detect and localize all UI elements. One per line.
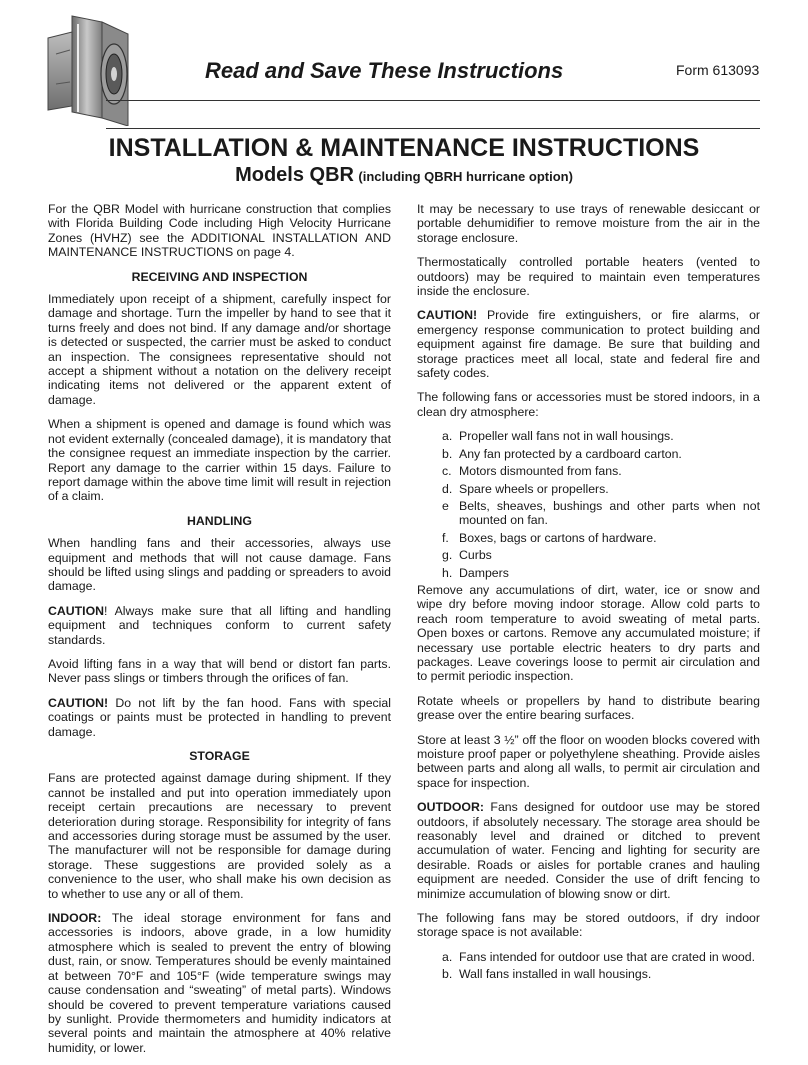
heaters-paragraph: Thermostatically controlled portable heaters (vented to outdoors) may be required to maintain even temperatures inside the enclosure. (417, 255, 760, 299)
caution-label: CAUTION (48, 603, 105, 618)
remove-paragraph: Remove any accumulations of dirt, water, ice or snow and wipe dry before moving indoor storage. Allow cold parts to reach room temperature to avoid sweating of metal parts. Open boxes or cartons. Remove any accumulated moisture; if necessary use portable electric heaters to dry parts and packages. Leave coverings loose to permit air circulation and to permit periodic inspection. (417, 582, 760, 684)
caution-label: CAUTION! (48, 695, 109, 710)
tagline: Read and Save These Instructions (205, 58, 564, 83)
caution-text: Do not lift by the fan hood. Fans with special coatings or paints must be protected in handling to prevent damage. (48, 695, 391, 739)
indoor-paragraph (48, 911, 391, 1055)
header-rule-top (106, 100, 760, 101)
handling-paragraph-2: Avoid lifting fans in a way that will bend or distort fan parts. Never pass slings or timbers through the orifices of fan. (48, 656, 391, 686)
document-title: INSTALLATION & MAINTENANCE INSTRUCTIONS (108, 134, 700, 162)
indoor-items-list (417, 429, 760, 580)
caution-hood (48, 696, 391, 739)
form-number: Form 613093 (676, 62, 760, 78)
indoor-text: The ideal storage environment for fans and accessories is indoors, above grade, in a low humidity atmosphere which is sealed to prevent the entry of blowing dust, rain, or snow. Temperatures should be evenly maintained at between 70°F and 105°F (wide temperature swings may cause condensation and “sweating” of metal parts). Windows should be covered to prevent temperature variations caused by sunlight. Provide thermometers and humidity indicators at several points and maintain the atmosphere at 40% relative humidity, or lower. (48, 911, 391, 1055)
heading-receiving: RECEIVING AND INSPECTION (131, 269, 308, 284)
outdoor-label: OUTDOOR: (417, 800, 484, 815)
caution-text: ! Always make sure that all lifting and handling equipment and techniques conform to current safety standards. (48, 603, 391, 647)
fan-illustration-icon (42, 14, 142, 126)
model-note: (including QBRH hurricane option) (358, 169, 573, 184)
rotate-paragraph: Rotate wheels or propellers by hand to distribute bearing grease over the entire bearing surfaces. (417, 693, 760, 723)
list-item: g. Curbs (442, 548, 492, 563)
receiving-paragraph-1: Immediately upon receipt of a shipment, carefully inspect for damage and shortage. Turn the impeller by hand to see that it turns freely and does not bind. If any damage and/or shortage is detected or suspected, the carrier must be asked to conduct an inspection. The consignees representative should not accept a shipment without a notation on the delivery receipt indicating items not delivered or the apparent extent of damage. (48, 292, 391, 407)
document-subtitle (0, 164, 808, 187)
indoor-list-intro: The following fans or accessories must be stored indoors, in a clean dry atmosphere: (417, 390, 760, 419)
outdoor-paragraph (417, 800, 760, 901)
desiccant-paragraph: It may be necessary to use trays of renewable desiccant or portable dehumidifier to remove moisture from the air in the storage enclosure. (417, 202, 760, 245)
receiving-paragraph-2: When a shipment is opened and damage is found which was not evident externally (concealed damage), it is mandatory that the consignee request an immediate inspection by the carrier. Report any damage to the carrier within 15 days. Failure to report damage within the above time limit will result in rejection of a claim. (48, 417, 391, 504)
list-item: f. Boxes, bags or cartons of hardware. (442, 530, 657, 545)
model-name: Models QBR (235, 164, 354, 186)
list-item: e Belts, sheaves, bushings and other parts when not mounted on fan. (442, 498, 760, 528)
list-item: a. Fans intended for outdoor use that are crated in wood. (442, 949, 755, 964)
indoor-label: INDOOR: (48, 911, 102, 926)
heading-handling: HANDLING (187, 513, 252, 528)
intro-paragraph: For the QBR Model with hurricane construction that complies with Florida Building Code including High Velocity Hurricane Zones (HVHZ) see the ADDITIONAL INSTALLATION AND MAINTENANCE INSTRUCTIONS on page 4. (48, 202, 391, 260)
header-rule-bottom (106, 128, 760, 129)
right-column (417, 202, 760, 990)
list-item: c. Motors dismounted from fans. (442, 464, 622, 479)
caution-lifting (48, 604, 391, 647)
handling-paragraph-1: When handling fans and their accessories, always use equipment and methods that will not cause damage. Fans should be lifted using slings and padding or spreaders to avoid damage. (48, 536, 391, 594)
outdoor-list-intro: The following fans may be stored outdoors, if dry indoor storage space is not available: (417, 911, 760, 940)
store-paragraph: Store at least 3 ½” off the floor on wooden blocks covered with moisture proof paper or polyethylene sheathing. Provide aisles between parts and along all walls, to permit air circulation and space for inspection. (417, 732, 760, 790)
heading-storage: STORAGE (189, 749, 250, 763)
list-item: h. Dampers (442, 565, 509, 580)
caution-label: CAUTION! (417, 308, 478, 323)
outdoor-text: Fans designed for outdoor use may be stored outdoors, if absolutely necessary. The storage area should be reasonably level and drained or ditched to prevent accumulation of water. Fencing and lighting for security are desirable. Roads or aisles for portable cranes and hauling equipment are needed. Consider the use of drift fencing to minimize accumulation of blowing snow or dirt. (417, 800, 760, 901)
list-item: b. Wall fans installed in wall housings. (442, 967, 652, 982)
caution-text: Provide fire extinguishers, or fire alarms, or emergency response communication to protect building and equipment against fire damage. Be sure that building and storage practices meet all local, state and federal fire and safety codes. (417, 308, 760, 381)
storage-paragraph: Fans are protected against damage during shipment. If they cannot be installed and put into operation immediately upon receipt certain precautions are necessary to prevent deterioration during storage. Responsibility for integrity of fans and accessories during storage must be assumed by the user. The manufacturer will not be responsible for damage during storage. These suggestions are provided solely as a convenience to the user, who shall make his own decision as to whether to use any or all of them. (48, 771, 391, 901)
list-item: d. Spare wheels or propellers. (442, 481, 609, 496)
list-item: b. Any fan protected by a cardboard carton. (442, 446, 682, 461)
left-column (48, 202, 391, 1065)
list-item: a. Propeller wall fans not in wall housings. (442, 429, 674, 444)
outdoor-items-list (417, 950, 760, 982)
caution-fire (417, 308, 760, 380)
